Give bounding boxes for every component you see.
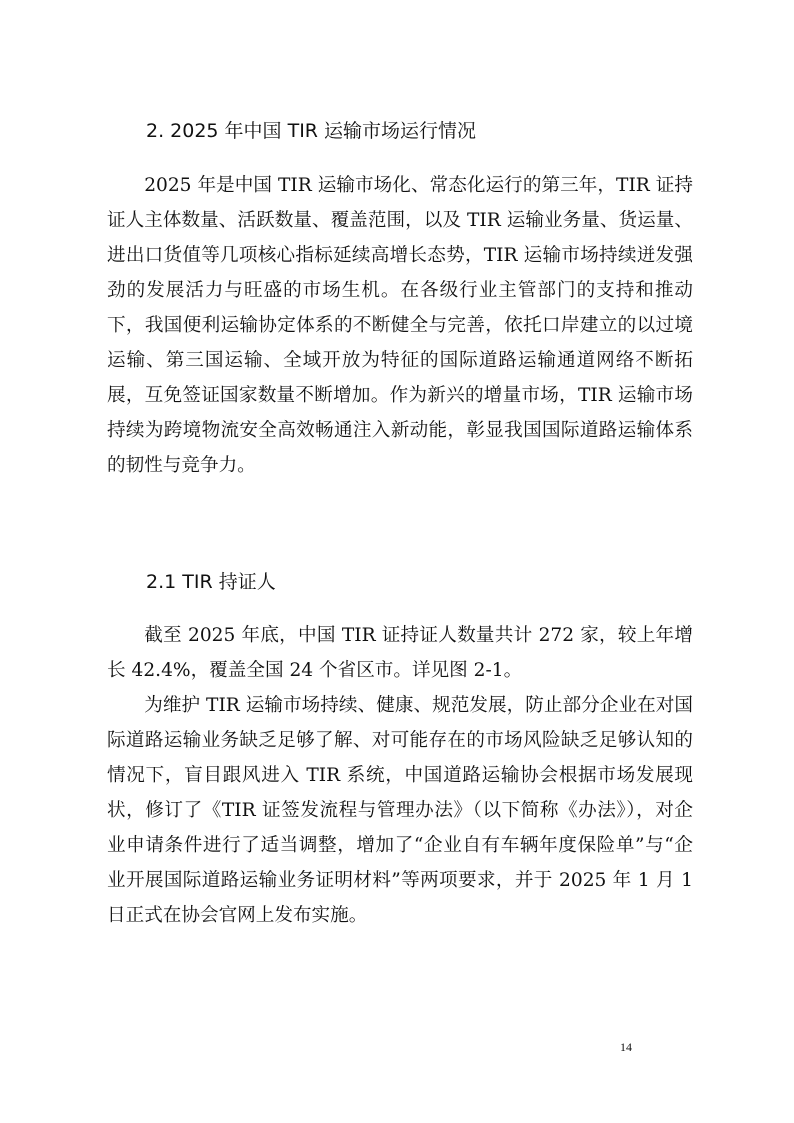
section-2-1-paragraph-1: 截至 2025 年底，中国 TIR 证持证人数量共计 272 家，较上年增长 42.4%，覆盖全国 24 个省区市。详见图 2-1。 [107, 625, 693, 681]
section-2-1-paragraph-2: 为维护 TIR 运输市场持续、健康、规范发展，防止部分企业在对国际道路运输业务缺乏足够了解、对可能存在的市场风险缺乏足够认知的情况下，盲目跟风进入 TIR 系统，中国道路运输协会根据市场发展现状，修订了《TIR 证签发流程与管理办法》（以下简称《办法》），对企业申请条件进行了适当调整，增加了“企业自有车辆年度保险单”与“企业开展国际道路运输业务证明材料”等两项要求，并于 2025 年 1 月 1 日正式在协会官网上发布实施。 [107, 695, 693, 926]
section-heading-2-1: 2.1 TIR 持证人 [146, 571, 276, 593]
section-2-paragraph: 2025 年是中国 TIR 运输市场化、常态化运行的第三年，TIR 证持证人主体数量、活跃数量、覆盖范围，以及 TIR 运输业务量、货运量、进出口货值等几项核心指标延续高增长态势，TIR 运输市场持续迸发强劲的发展活力与旺盛的市场生机。在各级行业主管部门的支持和推动下，我国便利运输协定体系的不断健全与完善，依托口岸建立的以过境运输、第三国运输、全域开放为特征的国际道路运输通道网络不断拓展，互免签证国家数量不断增加。作为新兴的增量市场，TIR 运输市场持续为跨境物流安全高效畅通注入新动能，彰显我国国际道路运输体系的韧性与竞争力。 [107, 175, 693, 476]
section-heading-2: 2. 2025 年中国 TIR 运输市场运行情况 [146, 120, 477, 142]
page-number: 14 [620, 1040, 632, 1054]
